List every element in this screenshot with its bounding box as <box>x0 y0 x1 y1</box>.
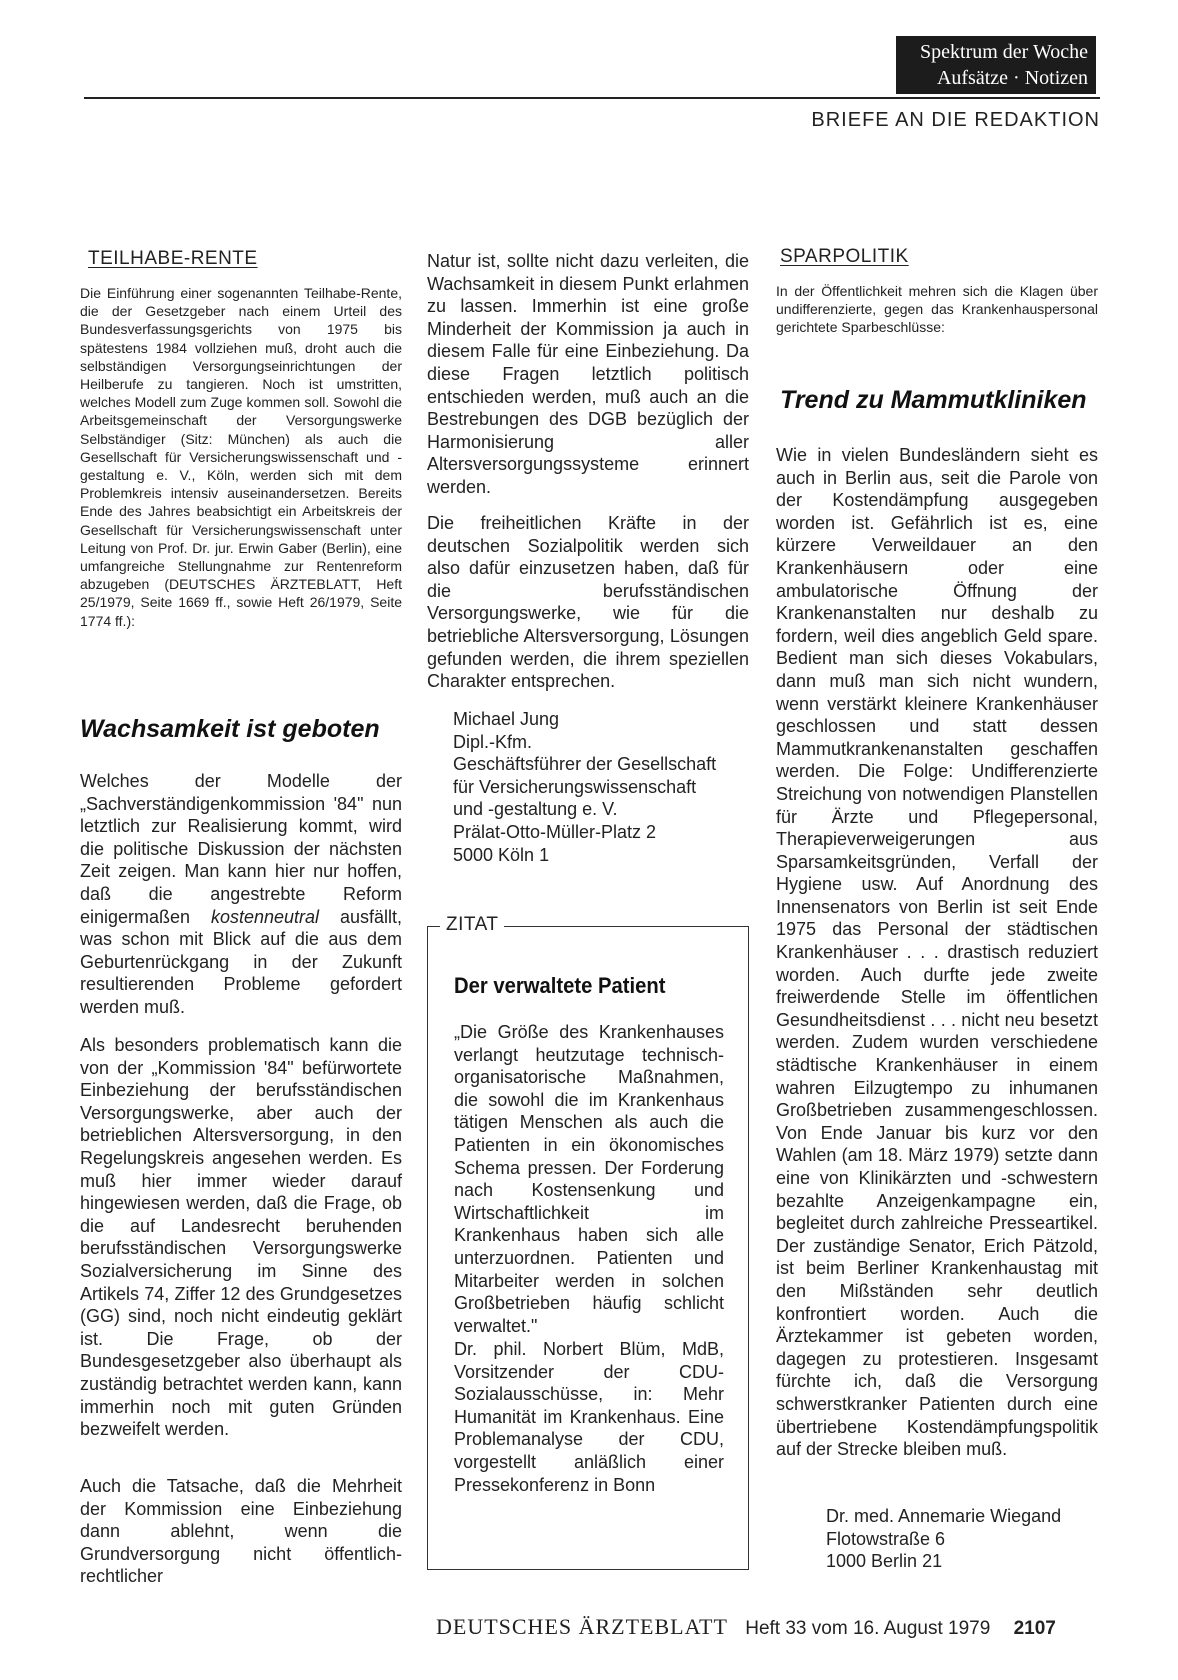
paragraph-2: Als besonders problematisch kann die von der „Kommission '84" befürwortete Einbeziehung der berufsständischen Versorgungswerke, aber auch der betrieblichen Altersversorgung, in den Regelungskreis angesehen werden. Es muß hier immer wieder darauf hingewiesen werden, daß die Frage, ob die auf Landesrecht beruhenden berufsständischen Versorgungswerke Sozialversicherung im Sinne des Artikels 74, Ziffer 12 des Grundgesetzes (GG) sind, noch nicht eindeutig geklärt ist. Die Frage, ob der Bundesgesetzgeber also überhaupt als zuständig betrachtet werden kann, kann immerhin noch mit guten Gründen bezweifelt werden. <box>80 1035 402 1440</box>
quote-title: Der verwaltete Patient <box>454 973 666 998</box>
quote-box <box>427 926 749 1570</box>
badge-line-2: Aufsätze · Notizen <box>936 67 1088 89</box>
page-footer <box>436 1614 1056 1640</box>
paragraph-4: Natur ist, sollte nicht dazu verleiten, die Wachsamkeit in diesem Punkt erlahmen zu lassen. Immerhin ist eine große Minderheit der Kommission ja auch in diesem Falle für eine Einbeziehung. Da diese Fragen letztlich politisch entschieden werden, muß auch an die Bestrebungen des DGB bezüglich der Harmonisierung aller Altersversorgungssysteme erinnert werden. <box>427 251 749 497</box>
signature-line: Michael Jung <box>453 709 560 729</box>
top-rule <box>84 97 1100 99</box>
headline-wachsamkeit: Wachsamkeit ist geboten <box>80 715 380 743</box>
signature-line: Flotowstraße 6 <box>826 1528 946 1549</box>
paragraph-1 <box>80 770 402 1019</box>
kicker-sparpolitik: SPARPOLITIK <box>780 246 909 267</box>
signature-wiegand <box>826 1505 1061 1573</box>
paragraph-1-text-b: ausfällt, was schon mit Blick auf die aus dem Geburtenrückgang in der Zukunft resultierenden Probleme gefordert werden muß. <box>80 906 402 1017</box>
paragraph-1-emphasis: kostenneutral <box>210 906 320 927</box>
paragraph-1-text-a: Welches der Modelle der „Sachverständigenkommission '84" nun letztlich zur Realisierung kommt, wird die politische Diskussion der nächsten Zeit zeigen. Man kann hier nur hoffen, daß die angestrebte Reform einigermaßen <box>80 771 402 927</box>
issue-info: Heft 33 vom 16. August 1979 <box>745 1618 991 1639</box>
signature-line: Dipl.-Kfm. <box>453 731 533 752</box>
publication-name: DEUTSCHES ÄRZTEBLATT <box>436 1614 728 1639</box>
paragraph-5: Die freiheitlichen Kräfte in der deutschen Sozialpolitik werden sich also dafür einzusetzen haben, daß für die berufsständischen Versorgungswerke, wie für die betriebliche Altersversorgung, Lösungen gefunden werden, die ihrem speziellen Charakter entsprechen. <box>427 513 749 692</box>
article-2-intro: In der Öffentlichkeit mehren sich die Klagen über undifferenzierte, gegen das Krankenhauspersonal gerichtete Sparbeschlüsse: <box>776 283 1098 336</box>
headline-mammutkliniken: Trend zu Mammutkliniken <box>780 386 1087 414</box>
signature-line: Dr. med. Annemarie Wiegand <box>826 1506 1062 1526</box>
signature-line: Prälat-Otto-Müller-Platz 2 <box>453 821 657 842</box>
signature-jung <box>453 708 716 866</box>
signature-line: und -gestaltung e. V. <box>453 799 618 820</box>
signature-line: für Versicherungswissenschaft <box>453 776 697 797</box>
article-intro: Die Einführung einer sogenannten Teilhabe-Rente, die der Gesetzgeber nach einem Urteil des Bundesverfassungsgerichts von 1975 bis spätestens 1984 vollziehen muß, droht auch die selbständigen Versorgungseinrichtungen der Heilberufe zu tangieren. Noch ist umstritten, welches Modell zum Zuge kommen soll. Sowohl die Arbeitsgemeinschaft der Versorgungswerke Selbständiger (Sitz: München) als auch die Gesellschaft für Versicherungswissenschaft und -gestaltung e. V., Köln, werden sich mit dem Problemkreis intensiv auseinandersetzen. Bereits Ende des Jahres beabsichtigt ein Arbeitskreis der Gesellschaft für Versicherungswissenschaft unter Leitung von Prof. Dr. jur. Erwin Gaber (Berlin), eine umfangreiche Stellungnahme zur Rentenreform abzugeben (DEUTSCHES ÄRZTEBLATT, Heft 25/1979, Seite 1669 ff., sowie Heft 26/1979, Seite 1774 ff.): <box>80 285 402 629</box>
page-number: 2107 <box>1013 1618 1056 1639</box>
signature-line: Geschäftsführer der Gesellschaft <box>453 754 717 775</box>
section-heading: BRIEFE AN DIE REDAKTION <box>811 109 1100 131</box>
signature-line: 5000 Köln 1 <box>453 844 550 865</box>
quote-label: ZITAT <box>440 914 504 936</box>
paragraph-3: Auch die Tatsache, daß die Mehrheit der Kommission eine Einbeziehung dann ablehnt, wenn die Grundversorgung nicht öffentlich-rechtlicher <box>80 1476 402 1587</box>
quote-text: „Die Größe des Krankenhauses verlangt heutzutage technisch-organisatorische Maßnahmen, die sowohl die im Krankenhaus tätigen Menschen als auch die Patienten in ein ökonomisches Schema pressen. Der Forderung nach Kostensenkung und Wirtschaftlichkeit im Krankenhaus haben sich alle unterzuordnen. Patienten und Mitarbeiter werden in solchen Großbetrieben häufig schlicht verwaltet." <box>454 1022 724 1336</box>
article-2-body: Wie in vielen Bundesländern sieht es auch in Berlin aus, seit die Parole von der Kostendämpfung ausgegeben worden ist. Gefährlich ist es, eine kürzere Verweildauer an den Krankenhäusern oder eine ambulatorische Öffnung der Krankenanstalten nur deshalb zu fordern, weil dies angeblich Geld spare. Bedient man sich dieses Vokabulars, dann muß man sich nicht wundern, wenn verstärkt kleinere Krankenhäuser geschlossen und statt dessen Mammutkrankenanstalten geschaffen werden. Die Folge: Undifferenzierte Streichung von notwendigen Planstellen für Ärzte und Pflegepersonal, Therapieverweigerungen aus Sparsamkeitsgründen, Verfall der Hygiene usw. Auf Anordnung des Innensenators von Berlin ist seit Ende 1975 das Personal der städtischen Krankenhäuser . . . drastisch reduziert worden. Auch durfte jede zweite freiwerdende Stelle im öffentlichen Gesundheitsdienst . . . nicht neu besetzt werden. Zudem wurden verschiedene städtische Krankenhäuser in einem wahren Eilzugtempo zu inhumanen Großbetrieben zusammengeschlossen. Von Ende Januar bis kurz vor den Wahlen (am 18. März 1979) setzte dann eine von Klinikärzten und -schwestern bezahlte Anzeigenkampagne ein, begleitet durch zahlreiche Presseartikel. Der zuständige Senator, Erich Pätzold, ist beim Berliner Krankenhaustag mit den Mißständen sehr deutlich konfrontiert worden. Auch die Ärztekammer ist gebeten worden, dagegen zu protestieren. Insgesamt fürchte ich, daß die Versorgung schwerstkranker Patienten durch eine übertriebene Kostendämpfungspolitik auf der Strecke bleiben muß. <box>776 445 1098 1460</box>
kicker-teilhabe-rente: TEILHABE-RENTE <box>88 248 258 269</box>
badge-line-1: Spektrum der Woche <box>920 41 1088 63</box>
section-badge <box>896 36 1096 94</box>
quote-source: Dr. phil. Norbert Blüm, MdB, Vorsitzender der CDU-Sozialausschüsse, in: Mehr Humanität im Krankenhaus. Eine Problemanalyse der CDU, vorgestellt anläßlich einer Pressekonferenz in Bonn <box>454 1339 724 1495</box>
signature-line: 1000 Berlin 21 <box>826 1551 943 1572</box>
